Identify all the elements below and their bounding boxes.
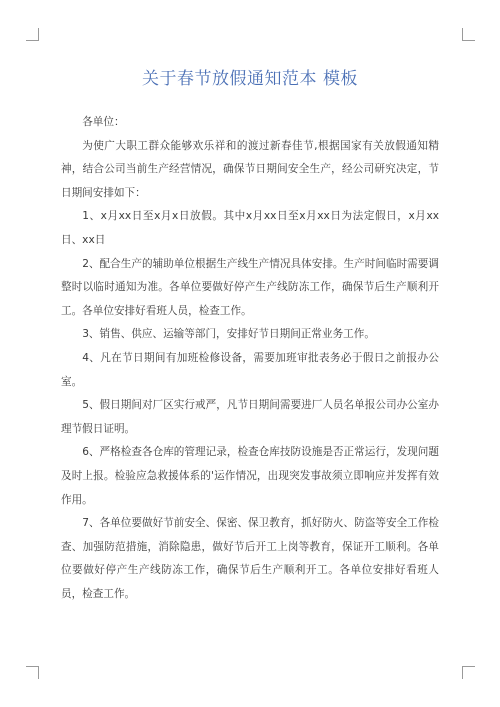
item-paragraph: 6、严格检查各仓库的管理记录，检查仓库技防设施是否正常运行，发现问题及时上报。检验应急救援体系的'运作情况，出现突发事故须立即响应并发挥有效作用。: [61, 446, 439, 506]
item-paragraph: 3、销售、供应、运输等部门，安排好节日期间正常业务工作。: [82, 328, 375, 341]
item-paragraph: 5、假日期间对厂区实行戒严，凡节日期间需要进厂人员名单报公司办公室办理节假日证明。: [61, 399, 439, 435]
salutation: 各单位：: [82, 116, 125, 128]
item-paragraph: 2、配合生产的辅助单位根据生产线生产情况具体安排。生产时间临时需要调整时以临时通知为准。各单位要做好停产生产线防冻工作，确保节后生产顺利开工。各单位安排好看班人员，检查工作。: [61, 257, 439, 317]
item-paragraph: 4、凡在节日期间有加班检修设备，需要加班审批表务必于假日之前报办公室。: [61, 351, 439, 388]
page-corner-mark-top-left: [26, 28, 39, 41]
page-corner-mark-top-right: [462, 28, 475, 41]
intro-paragraph: 为使广大职工群众能够欢乐祥和的渡过新春佳节,根据国家有关放假通知精神，结合公司当前生产经营情况，确保节日期间安全生产，经公司研究决定，节日期间安排如下：: [61, 139, 439, 199]
document-body: [61, 111, 439, 606]
document-title: 关于春节放假通知范本 模板: [142, 69, 358, 89]
item-paragraph: 1、x月xx日至x月x日放假。其中x月xx日至x月xx日为法定假日，x月xx日、xx日: [61, 210, 439, 246]
item-paragraph: 7、各单位要做好节前安全、保密、保卫教育，抓好防火、防盗等安全工作检查、加强防范措施，消除隐患，做好节后开工上岗等教育，保证开工顺利。各单位要做好停产生产线防冻工作，确保节后生产顺利开工。各单位安排好看班人员，检查工作。: [61, 517, 439, 600]
page-corner-mark-bottom-left: [26, 666, 39, 679]
page-corner-mark-bottom-right: [462, 666, 475, 679]
